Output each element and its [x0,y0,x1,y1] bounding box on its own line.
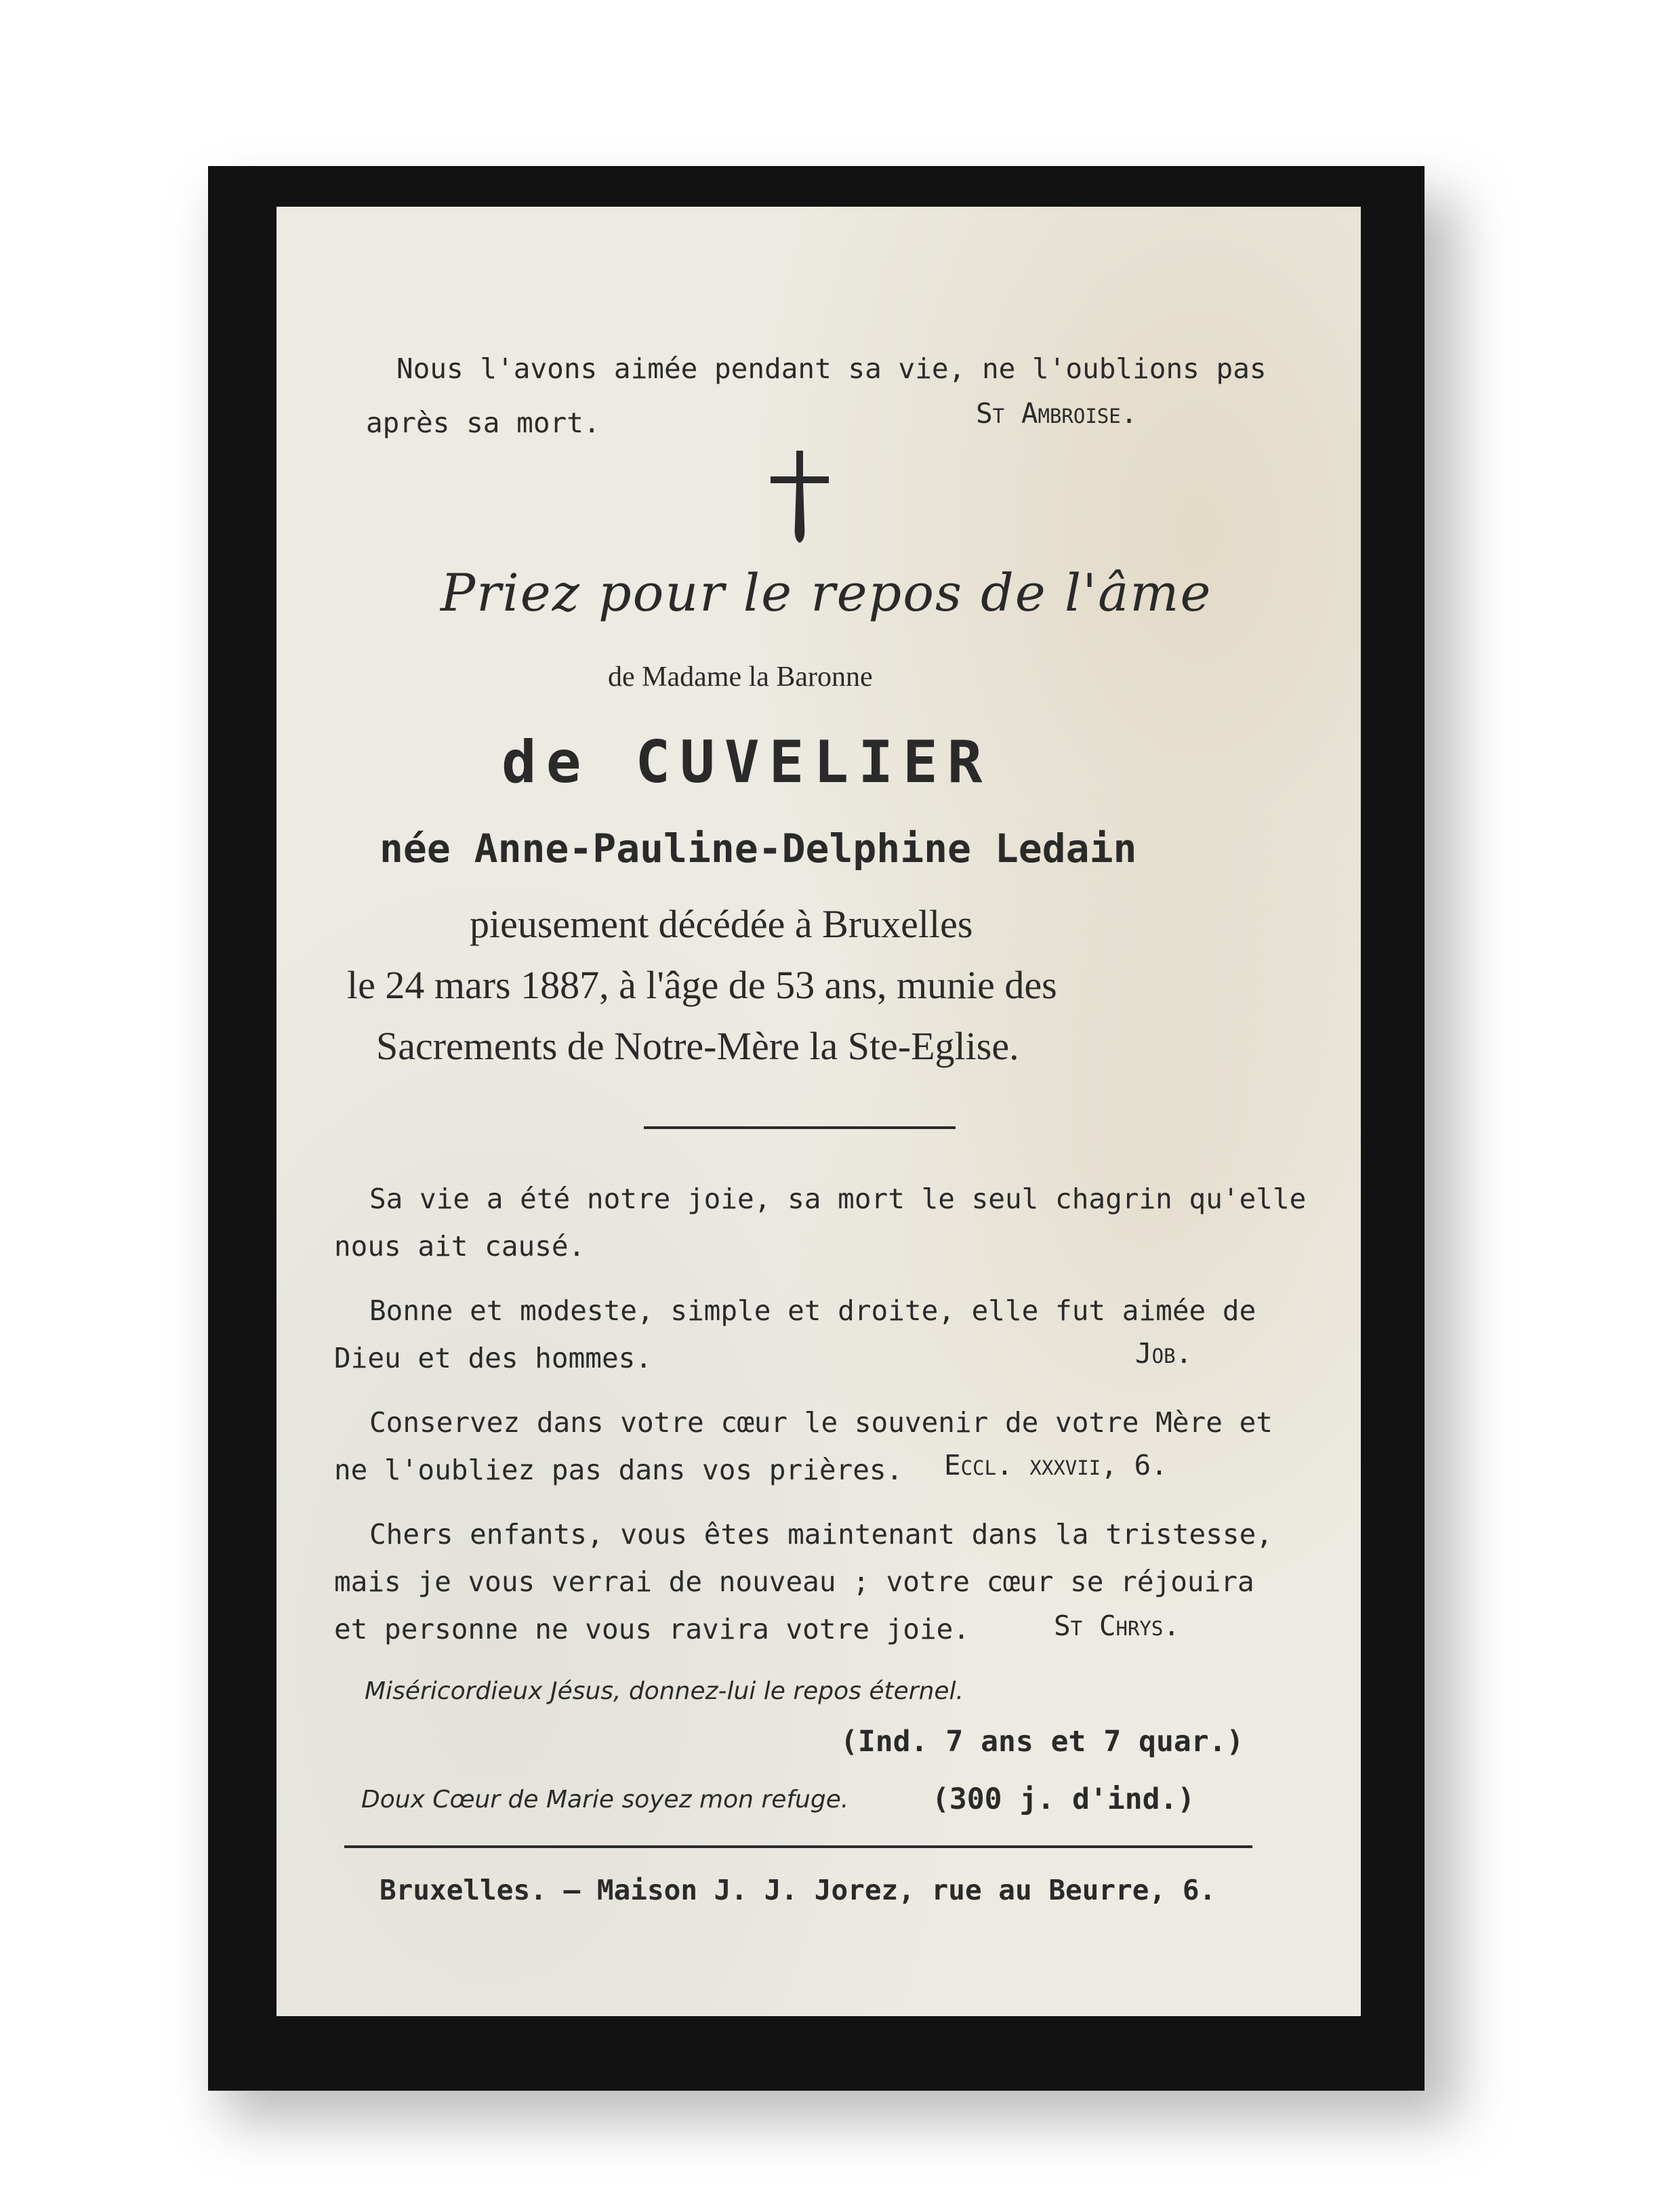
footer-divider [344,1845,1252,1848]
prayer-2: Doux Cœur de Marie soyez mon refuge. [361,1786,849,1814]
birth-name: née Anne-Pauline-Delphine Ledain [380,825,1137,872]
printer-imprint: Bruxelles. — Maison J. J. Jorez, rue au Beurre, 6. [380,1874,1216,1906]
quote-1-line-1: Sa vie a été notre joie, sa mort le seul chagrin qu'elle [369,1183,1307,1215]
subtitle: de Madame la Baronne [608,661,873,693]
surname: de CUVELIER [501,729,992,796]
prayer-1: Miséricordieux Jésus, donnez-lui le repos éternel. [365,1677,964,1705]
quote-4-line-1: Chers enfants, vous êtes maintenant dans la tristesse, [369,1518,1273,1551]
quote-2-line-1: Bonne et modeste, simple et droite, elle fut aimée de [369,1294,1256,1327]
epigraph-line-1: Nous l'avons aimée pendant sa vie, ne l'oublions pas [396,352,1267,385]
death-line-3: Sacrements de Notre-Mère la Ste-Eglise. [376,1024,1019,1068]
cross-icon [769,451,830,546]
quote-4-attribution: St Chrys. [1054,1610,1181,1642]
quote-3-line-1: Conservez dans votre cœur le souvenir de votre Mère et [369,1406,1273,1439]
epigraph-line-2: après sa mort. [366,407,600,439]
quote-4-line-3: et personne ne vous ravira votre joie. [334,1613,970,1645]
quote-2-line-2: Dieu et des hommes. [334,1342,652,1374]
quote-3-line-2: ne l'oubliez pas dans vos prières. [334,1454,903,1486]
prayer-heading: Priez pour le repos de l'âme [441,562,1212,623]
death-line-2: le 24 mars 1887, à l'âge de 53 ans, munie des [347,963,1057,1007]
quote-2-attribution: Job. [1135,1337,1193,1370]
death-line-1: pieusement décédée à Bruxelles [470,902,973,946]
prayer-1-indulgence: (Ind. 7 ans et 7 quar.) [840,1725,1244,1759]
quote-1-line-2: nous ait causé. [334,1230,586,1263]
quote-3-attribution: Eccl. xxxvii, 6. [944,1449,1168,1481]
epigraph-attribution: St Ambroise. [976,397,1138,430]
short-divider [644,1126,956,1129]
prayer-2-indulgence: (300 j. d'ind.) [932,1782,1195,1816]
quote-4-line-2: mais je vous verrai de nouveau ; votre cœur se réjouira [334,1565,1254,1598]
